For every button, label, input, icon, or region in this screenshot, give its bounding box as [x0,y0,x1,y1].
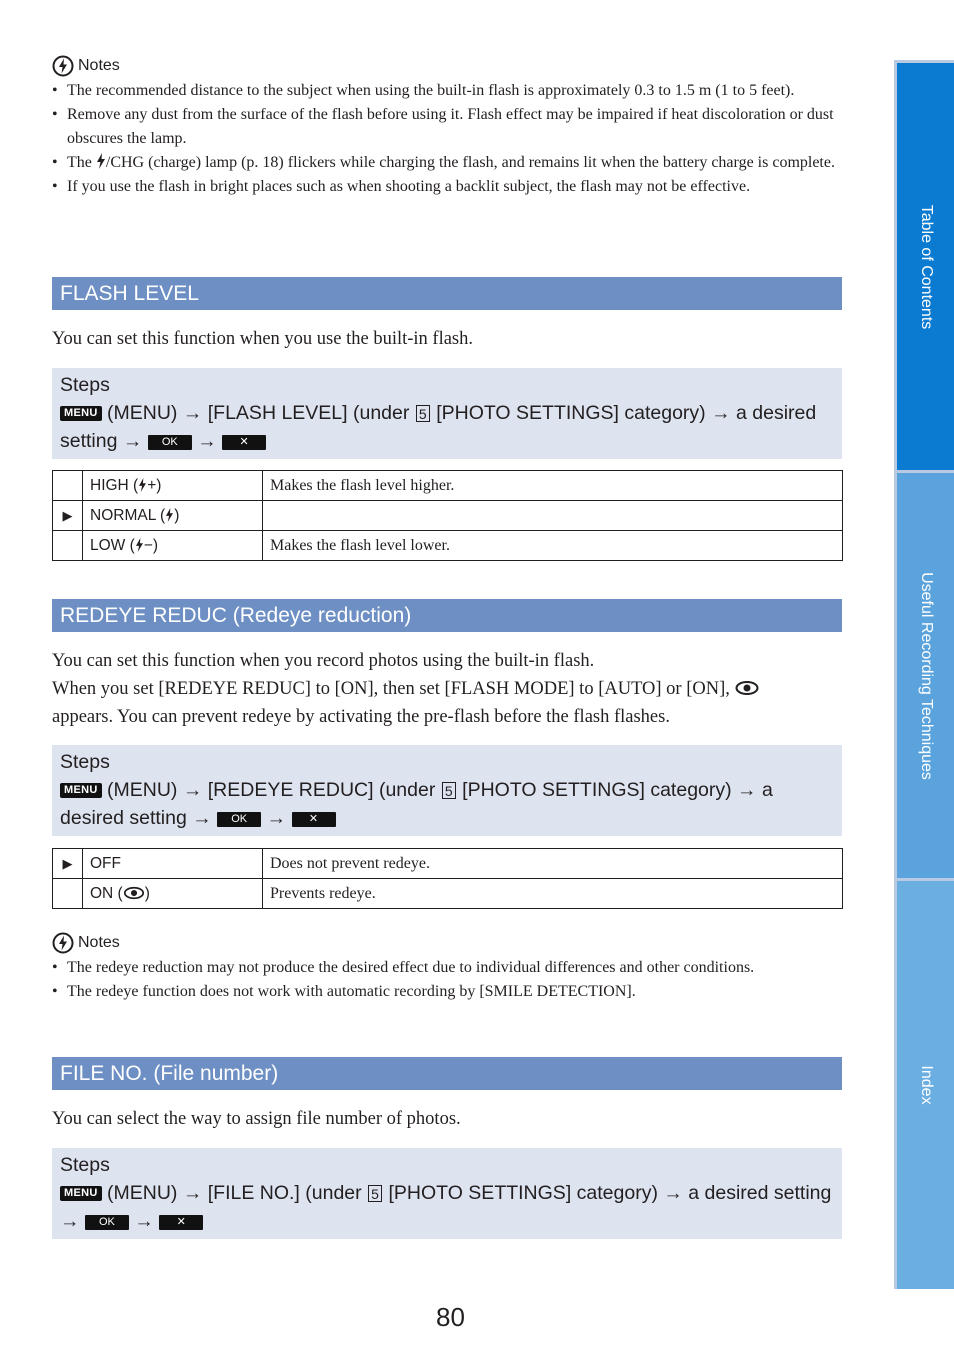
note-item: • If you use the flash in bright places such as when shooting a backlit subject, the flash may not be effective. [52,175,842,199]
steps-label: Steps [60,1154,110,1176]
option-name: LOW ( −) [83,531,263,561]
redeye-intro: You can set this function when you record photos using the built-in flash. When you set [REDEYE REDUC] to [ON], then set [FLASH MODE] to [AUTO] or [ON], appears. You can prevent redeye by activating the pre-flash before the flash flashes. [52,647,842,731]
option-description [263,501,843,531]
redeye-table [52,848,843,909]
steps-label: Steps [60,751,110,773]
option-description: Prevents redeye. [263,879,843,909]
tab-index[interactable]: Index [894,878,954,1289]
default-marker [53,879,83,909]
notes-list [52,79,842,199]
menu-icon: MENU [60,783,102,798]
photo-settings-category-icon: 5 [368,1185,382,1202]
flash-icon [138,478,147,492]
flash-level-table [52,470,843,561]
table-row [53,849,843,879]
note-item: • Remove any dust from the surface of the flash before using it. Flash effect may be impaired if heat discoloration or dust obscures the lamp. [52,103,842,151]
ok-button-icon: OK [85,1215,129,1230]
menu-icon: MENU [60,406,102,421]
notes-list [52,956,842,1004]
steps-label: Steps [60,374,110,396]
table-row [53,879,843,909]
table-row [53,501,843,531]
default-marker [53,531,83,561]
redeye-icon [735,680,759,696]
section-header-file-no: FILE NO. (File number) [52,1057,842,1090]
tab-table-of-contents[interactable]: Table of Contents [894,60,954,470]
steps-text: MENU (MENU) → [FILE NO.] (under 5 [PHOTO SETTINGS] category) → a desired setting → OK → ✕ [60,1182,832,1232]
tab-useful-recording-techniques[interactable]: Useful Recording Techniques [894,470,954,878]
option-name: ON ( ) [83,879,263,909]
ok-button-icon: OK [148,435,192,450]
steps-box-flash-level [52,368,842,459]
notes-icon [52,55,74,77]
option-description: Makes the flash level higher. [263,471,843,501]
option-description: Does not prevent redeye. [263,849,843,879]
steps-text: MENU (MENU) → [REDEYE REDUC] (under 5 [PHOTO SETTINGS] category) → a desired setting → OK → ✕ [60,779,773,829]
option-name: NORMAL ( ) [83,501,263,531]
photo-settings-category-icon: 5 [442,782,456,799]
ok-button-icon: OK [217,812,261,827]
default-marker: ▶ [53,849,83,879]
table-row [53,471,843,501]
flash-icon [96,153,106,169]
default-marker [53,471,83,501]
option-name: OFF [83,849,263,879]
close-button-icon: ✕ [292,812,336,827]
note-item: • The redeye function does not work with automatic recording by [SMILE DETECTION]. [52,980,842,1004]
section-header-flash-level: FLASH LEVEL [52,277,842,310]
table-row [53,531,843,561]
notes-heading: Notes [52,932,120,954]
steps-text: MENU (MENU) → [FLASH LEVEL] (under 5 [PHOTO SETTINGS] category) → a desired setting → OK → ✕ [60,402,817,452]
steps-box-file-no [52,1148,842,1239]
note-item: • The recommended distance to the subject when using the built-in flash is approximately 0.3 to 1.5 m (1 to 5 feet). [52,79,842,103]
menu-icon: MENU [60,1186,102,1201]
close-button-icon: ✕ [222,435,266,450]
notes-heading: Notes [52,55,120,77]
notes-icon [52,932,74,954]
file-no-intro: You can select the way to assign file number of photos. [52,1109,461,1129]
note-item: • The /CHG (charge) lamp (p. 18) flickers while charging the flash, and remains lit when the battery charge is complete. [52,151,842,175]
section-header-redeye: REDEYE REDUC (Redeye reduction) [52,599,842,632]
option-name: HIGH ( +) [83,471,263,501]
redeye-icon [123,886,145,900]
note-item: • The redeye reduction may not produce the desired effect due to individual differences and other conditions. [52,956,842,980]
page-number: 80 [436,1302,465,1332]
close-button-icon: ✕ [159,1215,203,1230]
flash-icon [165,508,174,522]
photo-settings-category-icon: 5 [416,405,430,422]
flash-level-intro: You can set this function when you use the built-in flash. [52,329,474,349]
steps-box-redeye [52,745,842,836]
default-marker: ▶ [53,501,83,531]
option-description: Makes the flash level lower. [263,531,843,561]
flash-icon [135,538,144,552]
